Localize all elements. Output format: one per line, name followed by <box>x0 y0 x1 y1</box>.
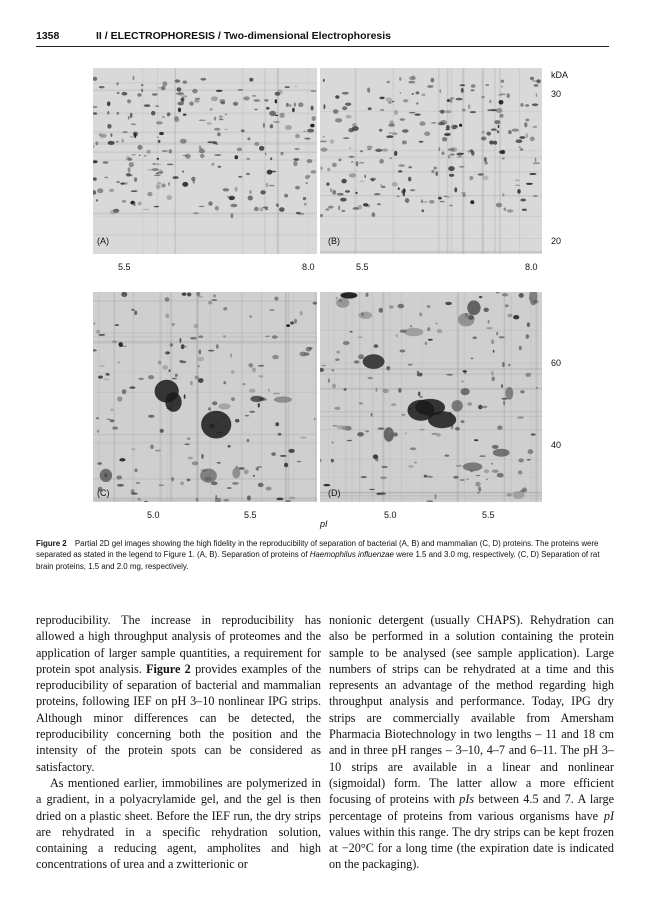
caption-text: Partial 2D gel images showing the high fidelity in the reproducibility of separation of bacterial (A, B) and mammalian (C, D) proteins. The proteins were separated as stated in the legend to Figure 1. (A, B). Separation of proteins of <box>36 539 599 560</box>
paragraph <box>36 775 321 873</box>
gel-panel-a <box>93 68 317 254</box>
x-tick-label: 5.5 <box>482 510 495 520</box>
paragraph <box>36 612 321 775</box>
panel-label-b: (B) <box>328 236 340 246</box>
y-tick-label: 40 <box>551 440 562 450</box>
body-text: reproducibility. The increase in reproducibility has allowed a high throughput analysis of proteomes and the application of larger sample quantities, a requirement for protein spot analysis. <box>36 613 321 676</box>
paragraph <box>329 612 614 873</box>
body-column-left <box>36 612 321 873</box>
x-tick-label: 8.0 <box>525 262 538 272</box>
running-title: II / ELECTROPHORESIS / Two-dimensional Electrophoresis <box>96 30 392 42</box>
gel-panel-b <box>320 68 542 254</box>
body-text: values within this range. The dry strips can be kept frozen at −20°C for a long time (the expiration date is indicated on the packaging). <box>329 824 614 872</box>
body-text: pI <box>603 808 614 823</box>
running-header <box>36 30 609 46</box>
body-text: As mentioned earlier, immobilines are polymerized in a gradient, in a polyacrylamide gel, and the gel is then dried on a plastic sheet. Before the IEF run, the dry strips are rehydrated in a specific rehydration solution, containing a reducing agent, ampholites and high concentrations of urea and a zwitterionic or <box>36 775 321 872</box>
y-tick-label: 20 <box>551 236 562 246</box>
gel-panel-c <box>93 292 317 502</box>
gel-panel-d <box>320 292 542 502</box>
page-number: 1358 <box>36 30 60 42</box>
panel-label-a: (A) <box>97 236 109 246</box>
x-tick-label: 5.5 <box>118 262 131 272</box>
figure-reference: Figure 2 <box>146 661 191 676</box>
x-tick-label: 8.0 <box>302 262 315 272</box>
panel-label-c: (C) <box>97 488 110 498</box>
body-text: pIs <box>459 792 475 807</box>
caption-figure-label: Figure 2 <box>36 539 67 548</box>
body-text: nonionic detergent (usually CHAPS). Rehydration can also be performed in a solution containing the protein sample to be analysed (see sample application). Large numbers of strips can be rehydrated at a time and this represents an advantage of the method regarding high throughput analysis and performance. Today, IPG dry strips are commercially available from Amersham Pharmacia Biotechnology in two lengths – 11 and 18 cm and in three pH ranges – 3–10, 4–7 and 6–11. The pH 3–10 strips are available in a linear and nonlinear (sigmoidal) form. The latter allow a more efficient focusing of proteins with <box>329 613 614 807</box>
x-tick-label: 5.5 <box>356 262 369 272</box>
x-tick-label: 5.5 <box>244 510 257 520</box>
body-text: provides examples of the reproducibility of separation of bacterial and mammalian proteins, following IEF on pH 3–10 nonlinear IPG strips. Although minor differences can be detected, the reproducibility concerning both the position and the intensity of the protein spots can be considered as satisfactory. <box>36 661 322 774</box>
x-axis-label: pI <box>320 519 328 529</box>
caption-text: were 1.5 and 3.0 mg, respectively. (C, D) Separation of rat brain proteins, 1.5 and 2.0 mg, respectively. <box>36 550 600 571</box>
y-axis-unit: kDA <box>551 70 569 80</box>
figure-caption <box>36 538 611 572</box>
header-rule <box>36 46 609 47</box>
panel-label-d: (D) <box>328 488 341 498</box>
body-column-right <box>329 612 614 873</box>
x-tick-label: 5.0 <box>384 510 397 520</box>
body-text: between 4.5 and 7. A large percentage of proteins from various organisms have <box>329 792 615 823</box>
caption-species: Haemophilus influenzae <box>309 550 394 560</box>
y-tick-label: 30 <box>551 89 562 99</box>
x-tick-label: 5.0 <box>147 510 160 520</box>
y-tick-label: 60 <box>551 358 562 368</box>
